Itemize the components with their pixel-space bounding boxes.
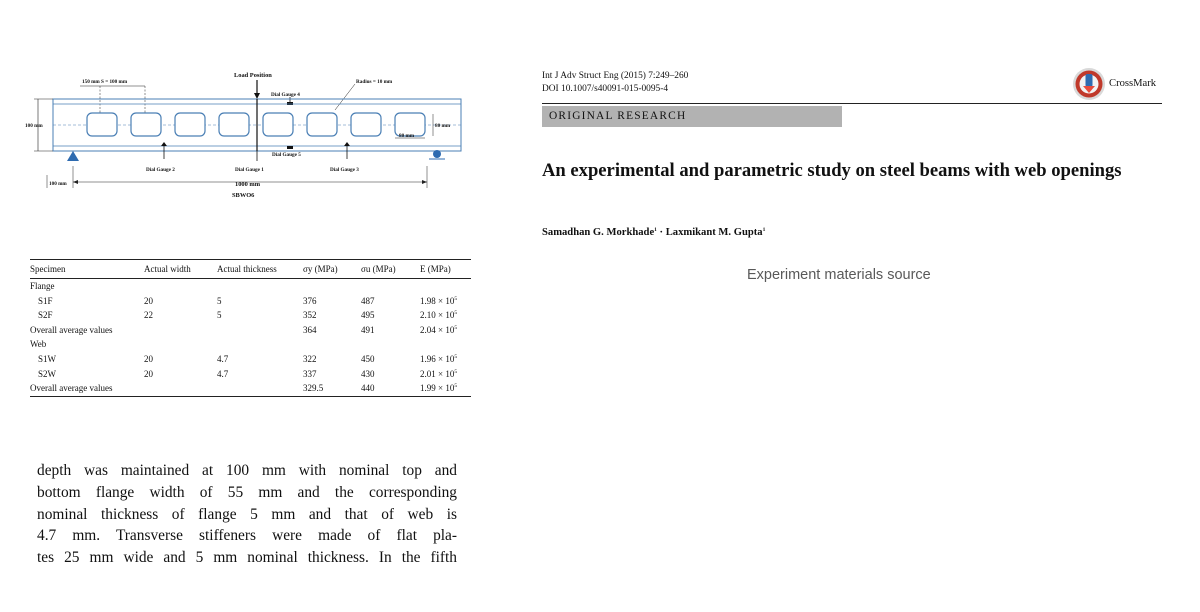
web-openings: [87, 113, 425, 136]
cell-su: 491: [361, 324, 375, 335]
span-label: 1000 mm: [235, 181, 261, 188]
header-su: σu (MPa): [361, 263, 396, 274]
roller-support-icon: [433, 150, 441, 158]
affiliation-mark: 1: [654, 227, 657, 233]
cell-specimen: S2W: [38, 368, 56, 379]
cell-specimen: S1F: [38, 295, 53, 306]
header-rule: [542, 103, 1162, 104]
cell-su: 450: [361, 353, 375, 364]
cell-width: 20: [144, 295, 153, 306]
author-name[interactable]: Samadhan G. Morkhade: [542, 227, 655, 238]
body-line: 4.7 mm. Transverse stiffeners were made of flat pla-: [37, 527, 457, 545]
cell-thickness: 5: [217, 295, 222, 306]
cell-e: $2.04 \times 10^5$: [420, 324, 458, 335]
cell-sy: 337: [303, 368, 317, 379]
cell-specimen: S2F: [38, 310, 53, 321]
cell-sy: 329.5: [303, 383, 324, 394]
table-header-row: [30, 260, 471, 279]
cell-width: 20: [144, 353, 153, 364]
table-row: [30, 294, 471, 309]
body-line: depth was maintained at 100 mm with nominal top and: [37, 462, 457, 479]
affiliation-mark: 1: [762, 227, 766, 233]
header-sy: σy (MPa): [303, 263, 338, 274]
cell-e: $1.98 \times 10^5$: [420, 295, 458, 306]
author-separator: ·: [656, 227, 666, 238]
cell-sy: 352: [303, 310, 317, 321]
average-row: [30, 381, 471, 396]
cell-e: $2.10 \times 10^5$: [420, 310, 458, 321]
header-specimen: Specimen: [30, 263, 66, 274]
cell-e: $1.96 \times 10^5$: [420, 353, 458, 364]
average-row: [30, 323, 471, 338]
crossmark-badge[interactable]: [1072, 66, 1164, 102]
radius-label: Radius = 10 mm: [356, 79, 393, 85]
crossmark-icon: [1072, 67, 1106, 101]
section-bar: [542, 106, 842, 127]
group-label: Web: [30, 339, 47, 350]
cell-avg-label: Overall average values: [30, 324, 113, 335]
group-row: [30, 337, 471, 352]
specimen-label: SBWO6: [232, 192, 255, 199]
cell-thickness: 5: [217, 310, 222, 321]
dial-gauge-3-label: Dial Gauge 3: [330, 167, 359, 173]
crossmark-label: CrossMark: [1109, 78, 1157, 89]
dial-gauge-1-label: Dial Gauge 1: [235, 167, 264, 173]
body-paragraph: [37, 460, 457, 569]
table-row: [30, 367, 471, 382]
cell-e: $1.99 \times 10^5$: [420, 383, 458, 394]
header-thickness: Actual thickness: [217, 263, 277, 274]
cell-sy: 322: [303, 353, 317, 364]
cell-su: 440: [361, 383, 375, 394]
cell-sy: 376: [303, 295, 317, 306]
journal-doi: DOI 10.1007/s40091-015-0095-4: [542, 83, 669, 94]
load-position-label: Load Position: [234, 72, 272, 79]
header-e: E (MPa): [420, 263, 451, 274]
body-line: bottom flange width of 55 mm and the corresponding: [37, 483, 457, 501]
body-line: nominal thickness of flange 5 mm and that of web is: [37, 505, 457, 523]
depth-right-label: 80 mm: [435, 123, 451, 129]
cell-thickness: 4.7: [217, 353, 229, 364]
cell-specimen: S1W: [38, 353, 56, 364]
dial-gauge-2-label: Dial Gauge 2: [146, 167, 175, 173]
opening-width-label: 80 mm: [399, 133, 415, 139]
dial-gauge-5-label: Dial Gauge 5: [272, 152, 301, 158]
table-row: [30, 308, 471, 323]
cell-su: 495: [361, 310, 375, 321]
paper-title: An experimental and parametric study on steel beams with web openings: [542, 160, 1122, 181]
cell-avg-label: Overall average values: [30, 383, 113, 394]
cell-width: 20: [144, 368, 153, 379]
section-label: ORIGINAL RESEARCH: [549, 110, 687, 122]
spacing-label: 150 mm S = 100 mm: [82, 79, 128, 85]
cell-su: 430: [361, 368, 375, 379]
group-label: Flange: [30, 281, 55, 291]
overhang-label: 100 mm: [49, 181, 67, 187]
cell-e: $2.01 \times 10^5$: [420, 368, 458, 379]
header-width: Actual width: [144, 263, 191, 274]
author-list: [542, 227, 765, 238]
material-properties-table: [30, 259, 471, 397]
beam-test-setup-diagram: [25, 66, 470, 206]
cell-thickness: 4.7: [217, 368, 229, 379]
body-line: tes 25 mm wide and 5 mm nominal thickness. In the fifth: [37, 549, 457, 567]
dial-gauge-4-label: Dial Gauge 4: [271, 92, 300, 98]
depth-left-label: 100 mm: [25, 123, 43, 129]
cell-su: 487: [361, 295, 375, 306]
table-row: [30, 352, 471, 367]
cell-sy: 364: [303, 324, 317, 335]
journal-reference: [542, 70, 688, 95]
cell-width: 22: [144, 310, 153, 321]
pin-support-icon: [67, 151, 79, 161]
journal-citation: Int J Adv Struct Eng (2015) 7:249–260: [542, 71, 689, 81]
source-caption: Experiment materials source: [747, 267, 931, 283]
group-row: [30, 279, 471, 294]
author-name[interactable]: Laxmikant M. Gupta: [665, 227, 763, 238]
